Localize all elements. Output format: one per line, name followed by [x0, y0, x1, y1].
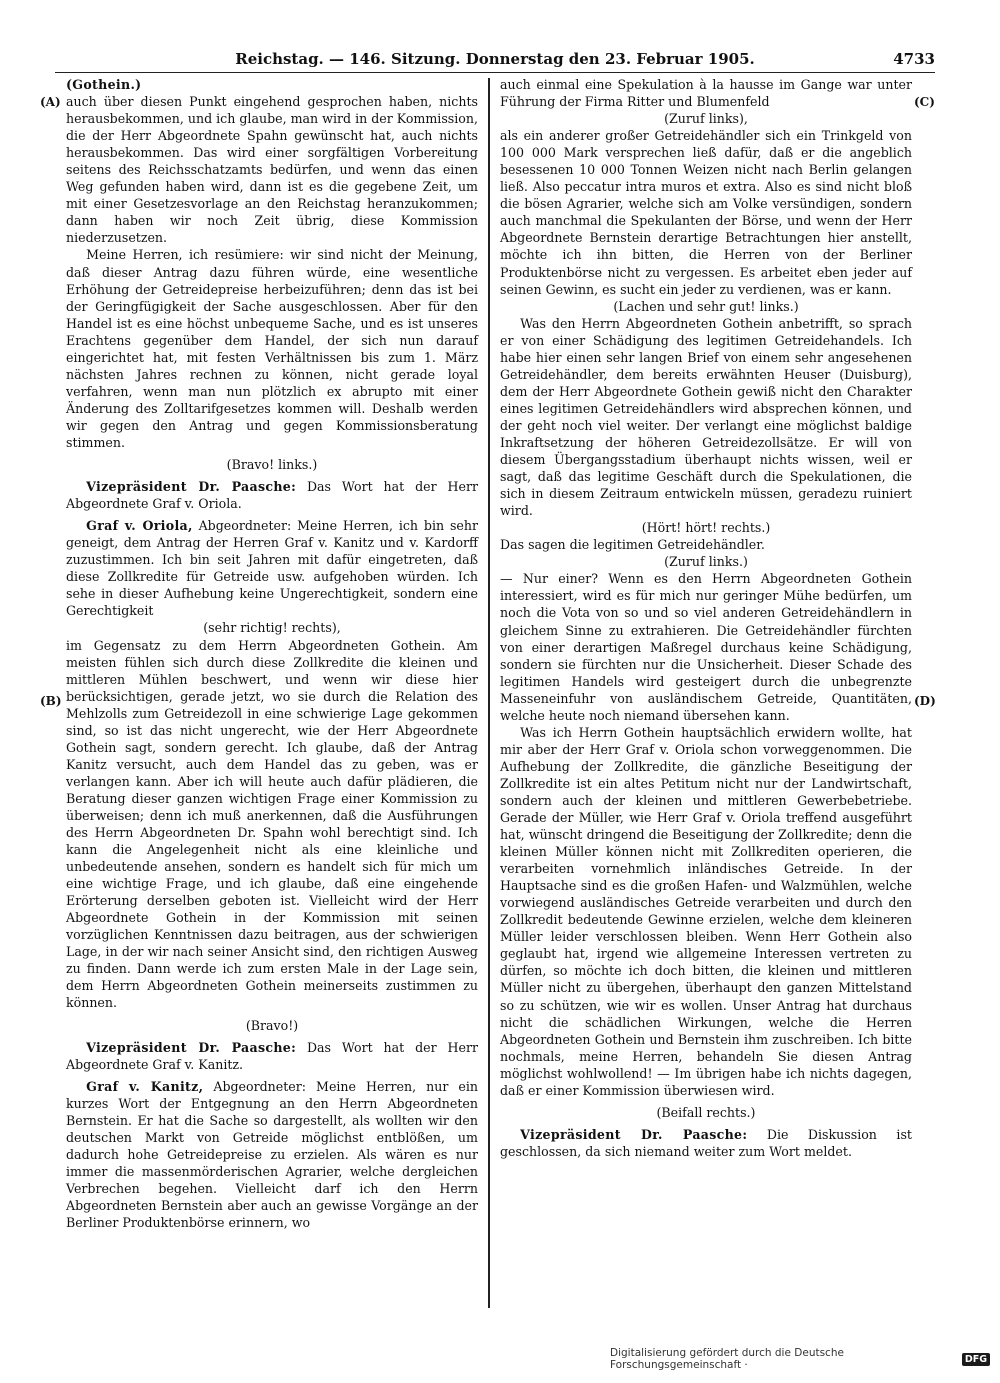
right-column [500, 76, 912, 1160]
speaker-name: Graf v. Kanitz, [86, 1078, 204, 1094]
interjection: (Zuruf links.) [664, 554, 748, 570]
margin-marker-b: (B) [40, 694, 62, 708]
paragraph [500, 1126, 912, 1160]
column-divider [488, 78, 490, 1308]
interjection: (Lachen und sehr gut! links.) [613, 298, 799, 314]
interjection: (sehr richtig! rechts), [203, 620, 341, 636]
speech-text: Die Diskussion ist geschlossen, da sich niemand weiter zum Wort meldet. [500, 1126, 912, 1159]
speech-text: Das Wort hat der Herr Abgeordnete Graf v. Oriola. [66, 479, 478, 512]
paragraph: Das sagen die legitimen Getreidehändler. [500, 537, 765, 553]
paragraph [66, 1039, 478, 1073]
speech-text: Abgeordneter: Meine Herren, nur ein kurzes Wort der Entgegnung an den Herrn Abgeordneten Bernstein. Er hat die Sache so dargestellt, als wollten wir den deutschen Markt von Getreide möglichst entblößen, um dadurch hohe Getreidepreise zu erzielen. Als wären es nur immer die massenmörderischen Agrarier, welche dergleichen Verbrechen begehen. Vielleicht darf ich den Herrn Abgeordneten Bernstein aber auch an gewisse Vorgänge an der Berliner Produktenbörse erinnern, wo [66, 1078, 478, 1231]
paragraph [66, 517, 478, 619]
paragraph: im Gegensatz zu dem Herrn Abgeordneten Gothein. Am meisten fühlen sich durch diese Zollkredite die kleinen und mittleren Mühlen beschwert, und wenn wir diese hier berücksichtigen, gerade jetzt, wo sie durch die Relation des Mehlzolls zum Getreidezoll in eine schwierige Lage gekommen sind, so ist das nicht ungerecht, wie der Herr Abgeordnete Gothein sagt, sondern gerecht. Ich glaube, daß der Antrag Kanitz versucht, auch dem Handel das zu geben, was er verlangen kann. Aber ich will heute auch dafür plädieren, die Beratung dieser ganzen wichtigen Frage einer Kommission zu überweisen; denn ich muß anerkennen, daß die Ausführungen des Herrn Abgeordneten Dr. Spahn wohl berechtigt sind. Ich kann die Angelegenheit nicht als eine kleinliche und unbedeutende ansehen, sondern es handelt sich für mich um eine wichtige Frage, und ich glaube, daß eine eingehende Erörterung derselben geboten ist. Vielleicht wird der Herr Abgeordnete Gothein in der Kommission mit seinen vorzüglichen Kenntnissen dazu beitragen, aus der schwierigen Lage, in der wir nach seiner Ansicht sind, den richtigen Ausweg zu finden. Dann werde ich zum ersten Male in der Lage sein, dem Herrn Abgeordneten Gothein meinerseits zustimmen zu können. [66, 637, 478, 1011]
speaker-name: Vizepräsident Dr. Paasche: [86, 1039, 297, 1055]
interjection: (Bravo! links.) [226, 457, 318, 473]
page-number: 4733 [893, 50, 935, 68]
speech-text: Das Wort hat der Herr Abgeordnete Graf v. Kanitz. [66, 1039, 478, 1072]
paragraph: auch einmal eine Spekulation à la hausse im Gange war unter Führung der Firma Ritter und Blumenfeld [500, 77, 912, 110]
paragraph [66, 478, 478, 512]
page-header [55, 50, 935, 73]
paragraph: Was ich Herrn Gothein hauptsächlich erwidern wollte, hat mir aber der Herr Graf v. Oriola schon vorweggenommen. Die Aufhebung der Zollkredite, die gänzliche Beseitigung der Zollkredite ist ein altes Petitum nicht nur der Landwirtschaft, sondern auch der kleinen und mittleren Gewerbebetriebe. Gerade der Müller, wie Herr Graf v. Oriola treffend ausgeführt hat, wünscht dringend die Beseitigung der Zollkredite; denn die kleinen Müller können nicht mit Zollkrediten operieren, die verarbeiten vornehmlich inländisches Getreide. In der Hauptsache sind es die großen Hafen- und Walzmühlen, welche vorwiegend ausländisches Getreide verarbeiten und durch den Zollkredit bedeutende Gewinne erzielen, welche dem kleineren Müller leider verschlossen bleiben. Wenn Herr Gothein also geglaubt hat, irgend wie allgemeine Interessen vertreten zu dürfen, so möchte ich doch bitten, die kleinen und mittleren Müller nicht zu übergehen, überhaupt den ganzen Mittelstand so zu schützen, wie wir es wollen. Unser Antrag hat durchaus nicht die schädlichen Wirkungen, welche die Herren Abgeordneten Gothein und Bernstein ihm zuschreiben. Ich bitte nochmals, meine Herren, behandeln Sie diesen Antrag möglichst wohlwollend! — Im übrigen habe ich nichts dagegen, daß er einer Kommission überwiesen wird. [500, 724, 912, 1098]
margin-marker-a: (A) [40, 95, 61, 109]
speech-text: Abgeordneter: Meine Herren, ich bin sehr geneigt, dem Antrag der Herren Graf v. Kanitz und v. Kardorff zuzustimmen. Ich bin seit Jahren mit dafür eingetreten, daß diese Zollkredite für Getreide usw. aufgehoben würden. Ich sehe in dieser Aufhebung keine Ungerechtigkeit, sondern eine Gerechtigkeit [66, 518, 478, 619]
paragraph [66, 1078, 478, 1231]
interjection: (Beifall rechts.) [656, 1104, 756, 1120]
speaker-tag: (Gothein.) [66, 77, 142, 92]
interjection: (Hört! hört! rechts.) [641, 520, 771, 536]
interjection: (Bravo!) [245, 1017, 299, 1033]
paragraph: — Nur einer? Wenn es den Herrn Abgeordneten Gothein interessiert, wird es für mich nur geringer Mühe bedürfen, um noch die Vota von so und so viel anderen Getreidehändlern in gleichem Sinne zu extrahieren. Die Getreidehändler fürchten von einer derartigen Maßregel durchaus keine Schädigung, sondern sie fürchten nur die Unsicherheit. Dieser Schade des legitimen Handels wird gesteigert durch die unbegrenzte Masseneinfuhr von ausländischem Getreide, Quantitäten, welche heute noch niemand übersehen kann. [500, 571, 912, 723]
paragraph: auch über diesen Punkt eingehend gesprochen haben, nichts herausbekommen, und ich glaube, man wird in der Kommission, die der Herr Abgeordnete Spahn gewünscht hat, auch nichts herausbekommen. Das wird einer sorgfältigen Vorbereitung seitens des Reichsschatzamts bedürfen, und wenn das einen Weg gefunden haben wird, dann ist es die gegebene Zeit, um mit einer Gesetzesvorlage an den Reichstag heranzukommen; dann haben wir noch Zeit übrig, diese Kommission niederzusetzen. [66, 94, 478, 246]
dfg-logo: DFG [962, 1353, 990, 1366]
running-title: Reichstag. — 146. Sitzung. Donnerstag den 23. Februar 1905. [235, 50, 755, 68]
paragraph: Was den Herrn Abgeordneten Gothein anbetrifft, so sprach er von einer Schädigung des legitimen Getreidehandels. Ich habe hier einen sehr langen Brief von einem sehr angesehenen Getreidehändler, dem bereits erwähnten Heuser (Duisburg), dem der Herr Abgeordnete Gothein gewiß nicht den Charakter eines legitimen Getreidehändlers wird absprechen können, und der geht noch viel weiter. Der verlangt eine möglichst baldige Inkraftsetzung der höheren Getreidezollsätze. Er will von diesem Übergangsstadium überhaupt nichts wissen, weil er sagt, daß das legitime Geschäft durch die Spekulationen, die sich in diesem Zeitraum entwickeln müssen, geradezu ruiniert wird. [500, 315, 912, 519]
speaker-name: Vizepräsident Dr. Paasche: [520, 1126, 748, 1142]
paragraph: Meine Herren, ich resümiere: wir sind nicht der Meinung, daß dieser Antrag dazu führen würde, eine wesentliche Erhöhung der Getreidepreise herbeizuführen; denn das ist bei der Geringfügigkeit der Sache ausgeschlossen. Aber für den Handel ist es eine höchst unbequeme Sache, und es ist unseres Erachtens gegenüber dem Handel, der sich nun darauf eingerichtet hat, mit festen Verhältnissen bis zum 1. März nächsten Jahres rechnen zu können, nicht gerade loyal verfahren, wenn man nun plötzlich ex abrupto mit einer Änderung des Zolltarifgesetzes kommen will. Deshalb werden wir gegen den Antrag und gegen Kommissionsberatung stimmen. [66, 247, 478, 450]
speaker-name: Vizepräsident Dr. Paasche: [86, 479, 297, 495]
margin-marker-d: (D) [914, 694, 936, 708]
credit-text: Digitalisierung gefördert durch die Deutsche Forschungsgemeinschaft · [610, 1347, 844, 1371]
speaker-name: Graf v. Oriola, [86, 518, 193, 534]
digitization-credit [610, 1347, 990, 1371]
interjection: (Zuruf links), [664, 111, 748, 127]
left-column [66, 76, 478, 1231]
margin-marker-c: (C) [914, 95, 935, 109]
paragraph: als ein anderer großer Getreidehändler sich ein Trinkgeld von 100 000 Mark versprechen ließ dafür, daß er die angeblich besessenen 10 000 Tonnen Weizen nicht nach Berlin gelangen ließ. Also peccatur intra muros et extra. Also es sind nicht bloß die bösen Agrarier, welche sich am Volke versündigen, sondern auch manchmal die Spekulanten der Börse, und wenn der Herr Abgeordnete Bernstein derartige Betrachtungen hier anstellt, möchte ich ihn bitten, die Herren von der Berliner Produktenbörse nicht zu vergessen. Es arbeitet eben jeder auf seinen Gewinn, es sucht ein jeder zu verdienen, was er kann. [500, 128, 912, 297]
